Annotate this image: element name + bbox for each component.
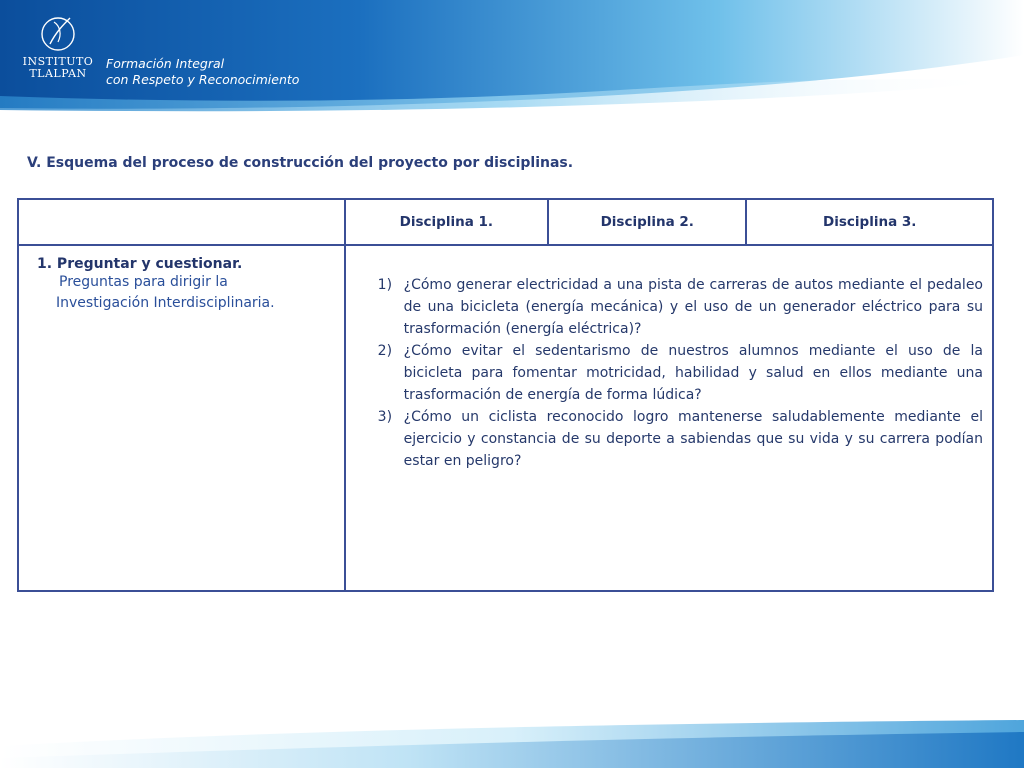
question-number: 3) [377, 409, 393, 425]
list-item [376, 274, 983, 340]
header-cell-discipline-2: Disciplina 2. [548, 199, 746, 245]
question-text: ¿Cómo generar electricidad a una pista de carreras de autos mediante el pedaleo de una bicicleta (energía mecánica) y el uso de un generador eléctrico para su trasformación (energía eléctrica)? [403, 277, 983, 337]
stage-description [37, 272, 344, 314]
discipline-table [17, 198, 994, 592]
logo-line-1: INSTITUTO [22, 55, 94, 68]
question-text: ¿Cómo evitar el sedentarismo de nuestros alumnos mediante el uso de la bicicleta para fomentar motricidad, habilidad y salud en ellos mediante una trasformación de energía de forma lúdica? [403, 343, 983, 403]
footer-wave [0, 712, 1024, 768]
question-number: 1) [377, 277, 393, 293]
stage-title: 1. Preguntar y cuestionar. [37, 256, 243, 272]
header-cell-stage [18, 199, 345, 245]
list-item [376, 340, 983, 406]
stage-cell [18, 245, 345, 591]
logo-line-2: TLALPAN [29, 67, 87, 80]
section-title: V. Esquema del proceso de construcción del proyecto por disciplinas. [27, 155, 574, 171]
list-item [376, 406, 983, 472]
tagline-line-1: Formación Integral [106, 56, 225, 71]
question-text: ¿Cómo un ciclista reconocido logro mantenerse saludablemente mediante el ejercicio y constancia de su deporte a sabiendas que su vida y su carrera podían estar en peligro? [403, 409, 983, 469]
header-cell-discipline-3: Disciplina 3. [746, 199, 993, 245]
stage-description-line-2: Investigación Interdisciplinaria. [56, 295, 275, 311]
tagline [106, 56, 299, 88]
question-number: 2) [377, 343, 393, 359]
tagline-line-2: con Respeto y Reconocimiento [106, 72, 300, 87]
questions-cell [345, 245, 993, 591]
questions-list [346, 246, 992, 472]
institute-logo [20, 10, 96, 90]
table-row [18, 245, 993, 591]
table-header-row [18, 199, 993, 245]
stage-description-line-1: Preguntas para dirigir la [59, 274, 228, 290]
logo-emblem-icon [34, 10, 82, 56]
header-cell-discipline-1: Disciplina 1. [345, 199, 548, 245]
